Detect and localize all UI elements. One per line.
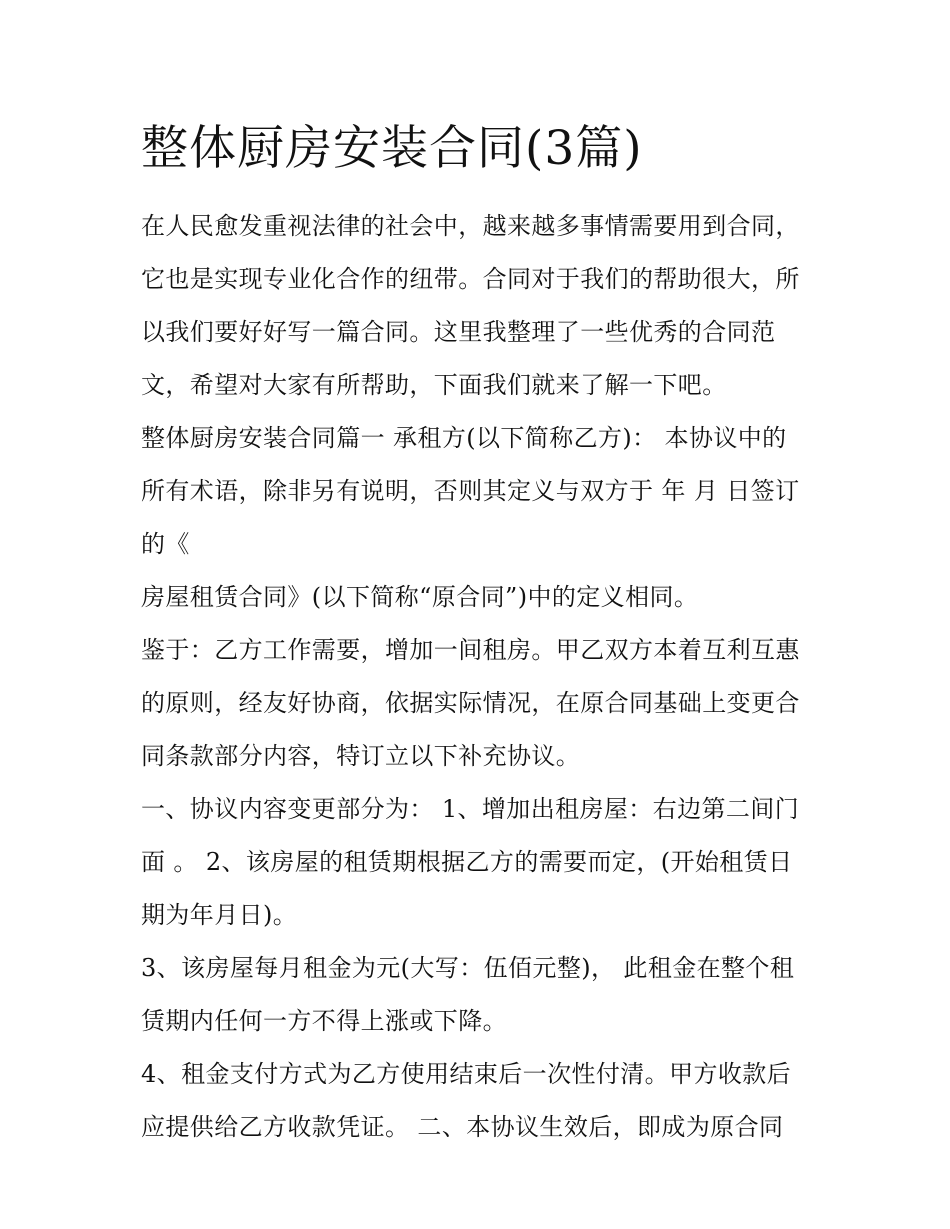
body-line: 面 。 2、该房屋的租赁期根据乙方的需要而定，(开始租赁日 [141,848,793,876]
body-line: 它也是实现专业化合作的纽带。合同对于我们的帮助很大，所 [141,265,800,293]
body-line: 同条款部分内容，特订立以下补充协议。 [141,742,581,770]
body-line: 整体厨房安装合同篇一 承租方(以下简称乙方)： 本协议中的 [141,424,787,452]
document-title: 整体厨房安装合同(3篇) [141,121,643,176]
body-line: 文，希望对大家有所帮助，下面我们就来了解一下吧。 [141,371,727,399]
body-line: 以我们要好好写一篇合同。这里我整理了一些优秀的合同范 [141,318,776,346]
body-line: 的原则，经友好协商，依据实际情况，在原合同基础上变更合 [141,689,800,717]
body-line: 房屋租赁合同》(以下简称“原合同”)中的定义相同。 [141,583,699,611]
document-body [141,200,821,1154]
body-line: 期为年月日)。 [141,901,298,929]
body-line: 鉴于：乙方工作需要，增加一间租房。甲乙双方本着互利互惠 [141,636,800,664]
body-line: 3、该房屋每月租金为元(大写：伍佰元整)， 此租金在整个租 [141,954,795,982]
body-line: 一、协议内容变更部分为： 1、增加出租房屋：右边第二间门 [141,795,800,823]
document-page [141,112,821,1154]
body-line: 所有术语，除非另有说明，否则其定义与双方于 年 月 日签订 [141,477,800,505]
body-line: 应提供给乙方收款凭证。 二、本协议生效后，即成为原合同 [141,1113,784,1141]
body-line: 在人民愈发重视法律的社会中，越来越多事情需要用到合同， [141,212,800,240]
body-line: 的《 [141,530,190,558]
body-line: 赁期内任何一方不得上涨或下降。 [141,1007,507,1035]
body-line: 4、租金支付方式为乙方使用结束后一次性付清。甲方收款后 [141,1060,792,1088]
